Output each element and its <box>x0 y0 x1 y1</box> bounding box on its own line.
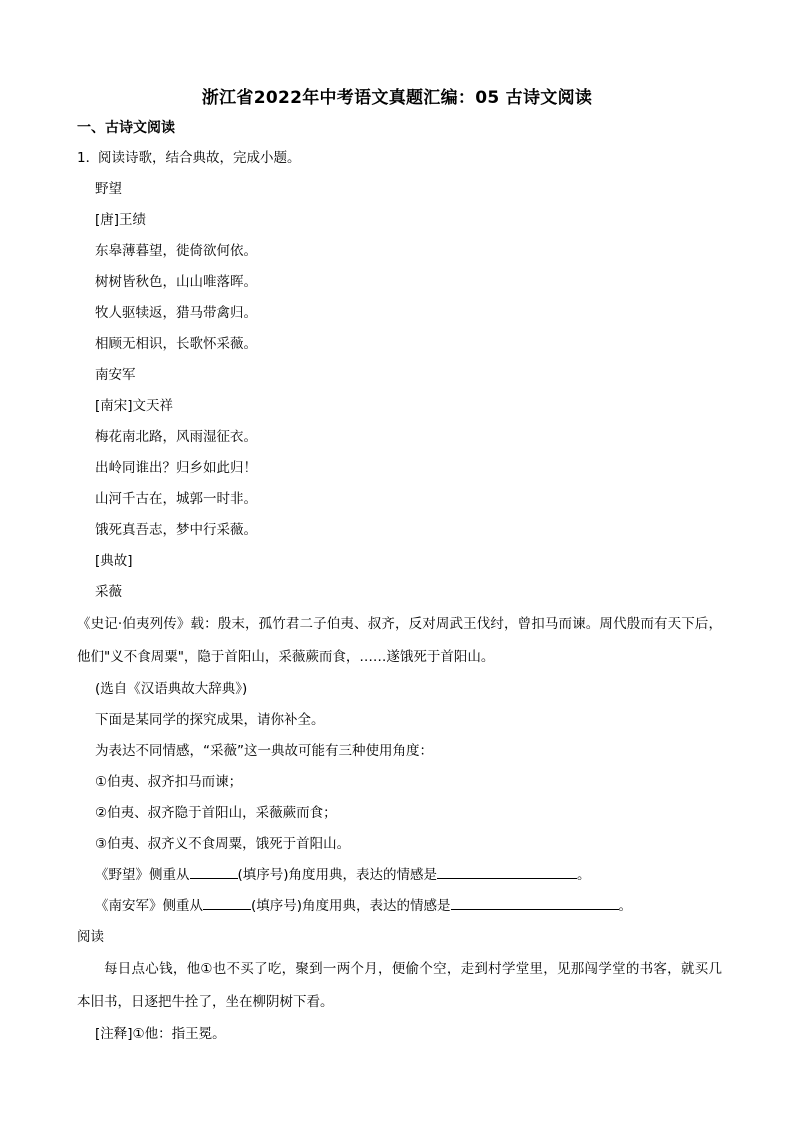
poem-title: 南安军 <box>95 367 136 383</box>
allusion-label: [典故] <box>95 553 133 569</box>
option-3: ③伯夷、叔齐义不食周粟，饿死于首阳山。 <box>95 836 351 852</box>
fill-in-line-1 <box>77 860 722 891</box>
poem-line: 东皋薄暮望，徙倚欲何依。 <box>95 243 257 259</box>
option-2: ②伯夷、叔齐隐于首阳山，采薇蕨而食； <box>95 805 337 821</box>
reading-note: [注释]①他：指王冕。 <box>95 1026 226 1042</box>
answer-blank[interactable] <box>451 895 619 910</box>
fill-text: (填序号)角度用典，表达的情感是 <box>251 898 451 914</box>
page-title: 浙江省2022年中考语文真题汇编：05 古诗文阅读 <box>201 88 593 108</box>
task-description: 为表达不同情感，“采薇”这一典故可能有三种使用角度： <box>95 743 433 759</box>
fill-text: (填序号)角度用典，表达的情感是 <box>237 867 438 883</box>
poem-line: 相顾无相识，长歌怀采薇。 <box>95 336 257 352</box>
answer-blank[interactable] <box>190 864 238 879</box>
allusion-title: 采薇 <box>95 584 122 600</box>
question-prompt-text: 阅读诗歌，结合典故，完成小题。 <box>98 150 301 166</box>
allusion-source: (选自《汉语典故大辞典》) <box>95 681 248 697</box>
fill-text: 《野望》侧重从 <box>95 867 190 883</box>
poem-line: 饿死真吾志，梦中行采薇。 <box>95 522 257 538</box>
fill-text: 《南安军》侧重从 <box>95 898 203 914</box>
poem-title: 野望 <box>95 181 122 197</box>
fill-text: 。 <box>618 898 633 914</box>
reading-label: 阅读 <box>77 929 104 945</box>
document-body <box>77 143 722 1050</box>
poem-author: [唐]王绩 <box>95 212 147 228</box>
answer-blank[interactable] <box>203 895 251 910</box>
section-heading: 一、古诗文阅读 <box>77 120 175 136</box>
task-intro: 下面是某同学的探究成果，请你补全。 <box>95 712 325 728</box>
allusion-text: 《史记·伯夷列传》载：殷末，孤竹君二子伯夷、叔齐，反对周武王伐纣，曾扣马而谏。周代殷而有天下后，他们"义不食周粟"，隐于首阳山，采薇蕨而食，……遂饿死于首阳山。 <box>77 616 722 665</box>
question-number: 1． <box>77 150 100 166</box>
poem-line: 山河千古在，城郭一时非。 <box>95 491 257 507</box>
poem-line: 梅花南北路，风雨湿征衣。 <box>95 429 257 445</box>
fill-in-line-2 <box>77 891 722 922</box>
question-prompt <box>77 143 722 174</box>
poem-author: [南宋]文天祥 <box>95 398 174 414</box>
answer-blank[interactable] <box>437 864 577 879</box>
reading-passage: 每日点心钱，他①也不买了吃，聚到一两个月，便偷个空，走到村学堂里，见那闯学堂的书客，就买几本旧书，日逐把牛拴了，坐在柳阴树下看。 <box>77 961 722 1010</box>
fill-text: 。 <box>577 867 591 883</box>
poem-line: 树树皆秋色，山山唯落晖。 <box>95 274 257 290</box>
poem-line: 牧人驱犊返，猎马带禽归。 <box>95 305 257 321</box>
poem-line: 出岭同谁出？归乡如此归！ <box>95 460 257 476</box>
option-1: ①伯夷、叔齐扣马而谏； <box>95 774 243 790</box>
